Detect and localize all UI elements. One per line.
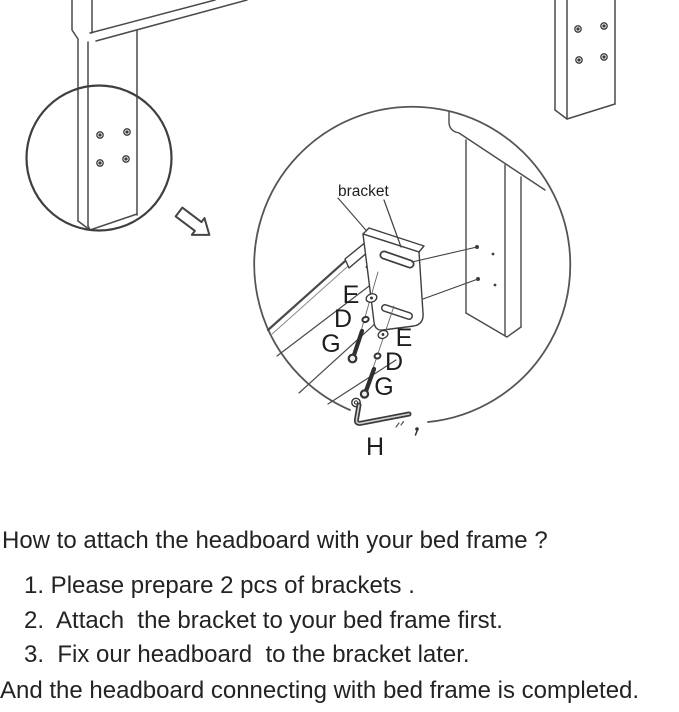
instructions-footer: And the headboard connecting with bed frame is completed. [0, 677, 640, 704]
bed-leg-hole [476, 277, 480, 281]
part-label-d1: D [333, 305, 353, 333]
allen-key [352, 398, 409, 423]
part-label-e2: E [395, 324, 413, 352]
bed-rail-edge [449, 112, 545, 190]
bracket-callout-label: bracket [338, 183, 389, 200]
headboard-leg-holes [97, 129, 130, 166]
headboard-panel-edge [90, 0, 215, 33]
washer-d1 [362, 316, 370, 323]
bolt-g2 [361, 369, 374, 398]
scan-marks [396, 422, 419, 436]
bed-frame-leg [449, 112, 545, 337]
part-label-e1: E [342, 281, 360, 309]
instruction-step-1: 1. Please prepare 2 pcs of brackets . [24, 572, 415, 599]
bed-frame-leg-holes [575, 23, 607, 63]
zoom-arrow-icon [173, 204, 216, 244]
instruction-step-2: 2. Attach the bracket to your bed frame first. [24, 607, 503, 634]
magnifier-circle [27, 86, 172, 231]
headboard-panel-edge-2 [96, 0, 247, 41]
part-label-g1: G [321, 330, 341, 358]
part-label-g2: G [374, 373, 394, 401]
bracket [342, 228, 424, 330]
bed-leg-hole [494, 284, 497, 287]
instruction-step-3: 3. Fix our headboard to the bracket later. [24, 641, 470, 668]
part-label-d2: D [384, 348, 404, 376]
alignment-leader-lines [412, 245, 496, 299]
washer-e2 [377, 329, 389, 340]
bed-leg-hole [475, 245, 479, 249]
washer-d2 [374, 353, 381, 360]
headboard-leg [72, 0, 247, 230]
instructions-heading: How to attach the headboard with your bed frame ? [2, 527, 548, 554]
bed-leg-hole [492, 253, 495, 256]
part-label-h: H [365, 433, 385, 461]
